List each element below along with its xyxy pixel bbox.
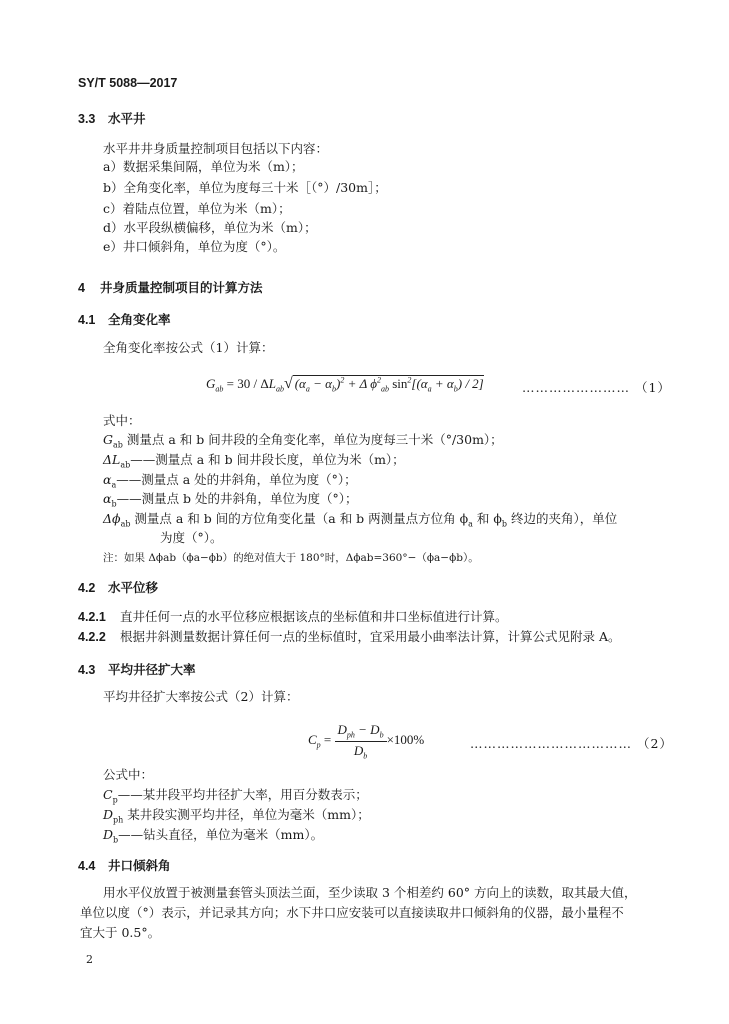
variable-definition: $\alpha_a——$测量点 a 处的井斜角，单位为度（°）； <box>103 472 357 490</box>
list-item: d）水平段纵横偏移，单位为米（m）； <box>103 220 317 235</box>
variable-definition: $\alpha_b——$测量点 b 处的井斜角，单位为度（°）； <box>103 491 358 509</box>
clause-4-2-1: 4.2.1 直井任何一点的水平位移应根据该点的坐标值和井口坐标值进行计算。 <box>78 609 508 624</box>
paragraph-line: 宜大于 0.5°。 <box>80 925 161 940</box>
list-item: b）全角变化率，单位为度每三十米［（°）/30m］； <box>103 180 387 195</box>
variable-definition: $C_p——$某井段平均井径扩大率，用百分数表示； <box>103 787 368 805</box>
list-item: c）着陆点位置，单位为米（m）； <box>103 201 291 216</box>
formula-2: $C_p$ = $\frac{D_{ph} - D_b}{D_b}$ ×100% <box>308 722 425 761</box>
section-3-3-heading <box>78 109 146 127</box>
section-title: 井身质量控制项目的计算方法 <box>100 281 263 295</box>
page-number: 2 <box>86 953 93 966</box>
section-3-3-intro: 水平井井身质量控制项目包括以下内容： <box>103 141 329 156</box>
variable-definition: $G_{ab}$ 测量点 a 和 b 间井段的全角变化率，单位为度每三十米（°/30m）； <box>103 432 503 450</box>
paragraph-line: 单位以度（°）表示，并记录其方向；水下井口应安装可以直接读取井口倾斜角的仪器，最小量程不 <box>80 905 624 920</box>
note: 注：如果 Δϕab（ϕa−ϕb）的绝对值大于 180°时，Δϕab=360°−（ϕa−ϕb）。 <box>103 552 479 564</box>
paragraph-line: 用水平仪放置于被测量套管头顶法兰面，至少读取 3 个相差约 60° 方向上的读数，取其最大值， <box>103 885 637 900</box>
section-4-3-heading <box>78 660 196 678</box>
section-title: 水平井 <box>108 112 146 126</box>
section-title: 井口倾斜角 <box>108 859 171 873</box>
clause-4-2-2: 4.2.2 根据井斜测量数据计算任何一点的坐标值时，宜采用最小曲率法计算，计算公式见附录 A。 <box>78 629 621 644</box>
section-number: 4.2 <box>78 581 96 595</box>
formula-1-number: …………………… （1） <box>522 380 671 395</box>
variables-heading: 公式中： <box>103 767 154 782</box>
section-number: 4.1 <box>78 313 96 327</box>
variable-definition: $D_b——$钻头直径，单位为毫米（mm）。 <box>103 827 324 845</box>
section-title: 全角变化率 <box>108 313 171 327</box>
variable-definition-continued: 为度（°）。 <box>160 530 223 545</box>
section-4-2-heading <box>78 578 158 596</box>
variable-definition: $D_{ph}$ 某井段实测平均井径，单位为毫米（mm）； <box>103 807 370 825</box>
formula-1: $G_{ab} = 30 / \Delta L_{ab}√$ $(\alpha_a - \alpha_b)^2 + \Delta$ $\phi^2_{ab}$ $\sin^2[(\alpha_a + \alpha_b) / 2]$ <box>206 375 484 394</box>
section-4-1-heading <box>78 310 171 328</box>
section-title: 平均井径扩大率 <box>108 663 196 677</box>
section-4-4-heading <box>78 856 171 874</box>
section-number: 4 <box>78 281 85 295</box>
section-4-heading <box>78 278 263 296</box>
formula-2-number: ……………………………… （2） <box>470 736 673 751</box>
list-item: a）数据采集间隔，单位为米（m）； <box>103 159 304 174</box>
variable-definition: $\Delta\phi_{ab}$ 测量点 a 和 b 间的方位角变化量（a 和 b 两测量点方位角 $\phi_a$ 和 $\phi_b$ 终边的夹角），单位 <box>103 511 618 529</box>
section-4-1-intro: 全角变化率按公式（1）计算： <box>103 340 274 355</box>
variables-heading: 式中： <box>103 413 141 428</box>
section-title: 水平位移 <box>108 581 159 595</box>
section-number: 4.4 <box>78 859 96 873</box>
variable-definition: $\Delta L_{ab}——$测量点 a 和 b 间井段长度，单位为米（m）； <box>103 452 405 470</box>
document-code: SY/T 5088—2017 <box>78 76 178 90</box>
section-4-3-intro: 平均井径扩大率按公式（2）计算： <box>103 689 299 704</box>
list-item: e）井口倾斜角，单位为度（°）。 <box>103 239 286 254</box>
section-number: 4.3 <box>78 663 96 677</box>
section-number: 3.3 <box>78 112 96 126</box>
